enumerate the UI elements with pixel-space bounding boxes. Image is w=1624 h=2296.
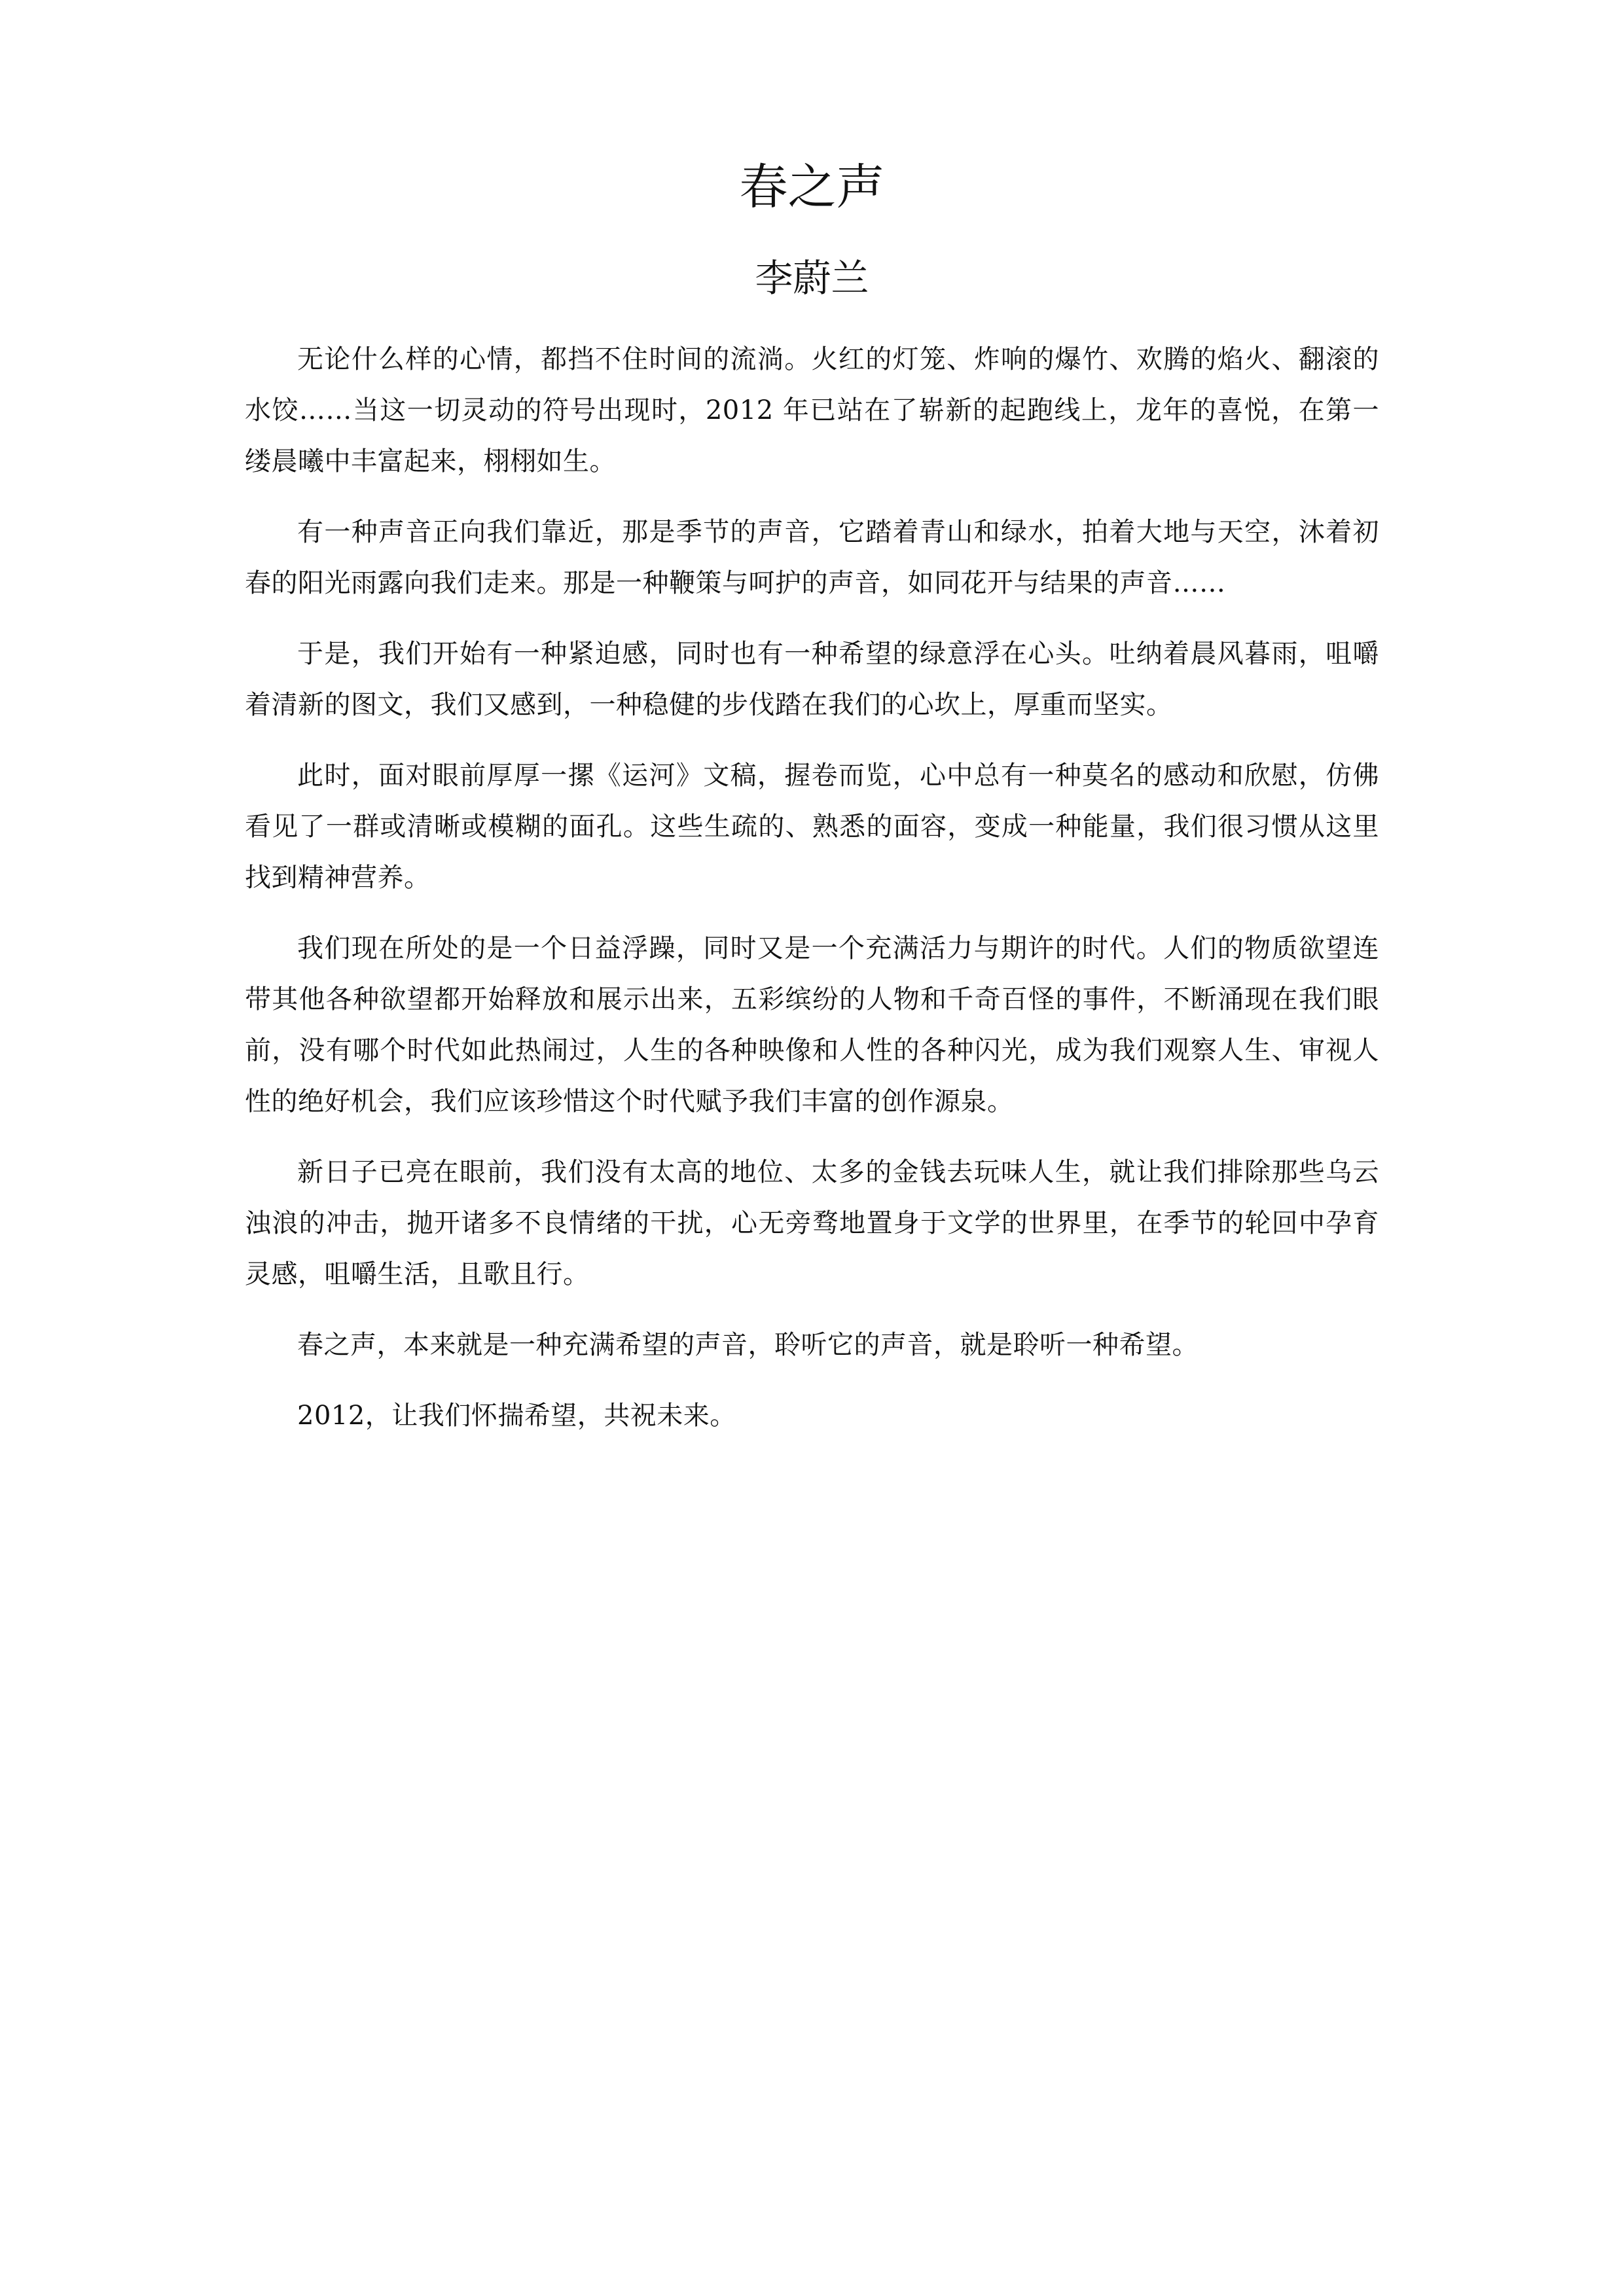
- paragraph-4: 此时，面对眼前厚厚一摞《运河》文稿，握卷而览，心中总有一种莫名的感动和欣慰，仿佛看见了一群或清晰或模糊的面孔。这些生疏的、熟悉的面容，变成一种能量，我们很习惯从这里找到精神营养。: [245, 761, 1379, 893]
- paragraph-6: 新日子已亮在眼前，我们没有太高的地位、太多的金钱去玩味人生，就让我们排除那些乌云浊浪的冲击，抛开诸多不良情绪的干扰，心无旁骛地置身于文学的世界里，在季节的轮回中孕育灵感，咀嚼生活，且歌且行。: [245, 1157, 1379, 1289]
- paragraph-7: 春之声，本来就是一种充满希望的声音，聆听它的声音，就是聆听一种希望。: [297, 1330, 1199, 1360]
- paragraph-3: 于是，我们开始有一种紧迫感，同时也有一种希望的绿意浮在心头。吐纳着晨风暮雨，咀嚼着清新的图文，我们又感到，一种稳健的步伐踏在我们的心坎上，厚重而坚实。: [245, 639, 1379, 720]
- document-author: 李蔚兰: [755, 256, 869, 300]
- paragraph-5: 我们现在所处的是一个日益浮躁，同时又是一个充满活力与期许的时代。人们的物质欲望连带其他各种欲望都开始释放和展示出来，五彩缤纷的人物和千奇百怪的事件，不断涌现在我们眼前，没有哪个时代如此热闹过，人生的各种映像和人性的各种闪光，成为我们观察人生、审视人性的绝好机会，我们应该珍惜这个时代赋予我们丰富的创作源泉。: [245, 933, 1379, 1117]
- document-body: [245, 334, 1379, 1461]
- document-title: 春之声: [739, 159, 885, 215]
- paragraph-1: 无论什么样的心情，都挡不住时间的流淌。火红的灯笼、炸响的爆竹、欢腾的焰火、翻滚的水饺……当这一切灵动的符号出现时，2012 年已站在了崭新的起跑线上，龙年的喜悦，在第一缕晨曦中丰富起来，栩栩如生。: [245, 344, 1379, 476]
- paragraph-2: 有一种声音正向我们靠近，那是季节的声音，它踏着青山和绿水，拍着大地与天空，沐着初春的阳光雨露向我们走来。那是一种鞭策与呵护的声音，如同花开与结果的声音……: [245, 517, 1379, 598]
- paragraph-8: 2012，让我们怀揣希望，共祝未来。: [297, 1401, 736, 1431]
